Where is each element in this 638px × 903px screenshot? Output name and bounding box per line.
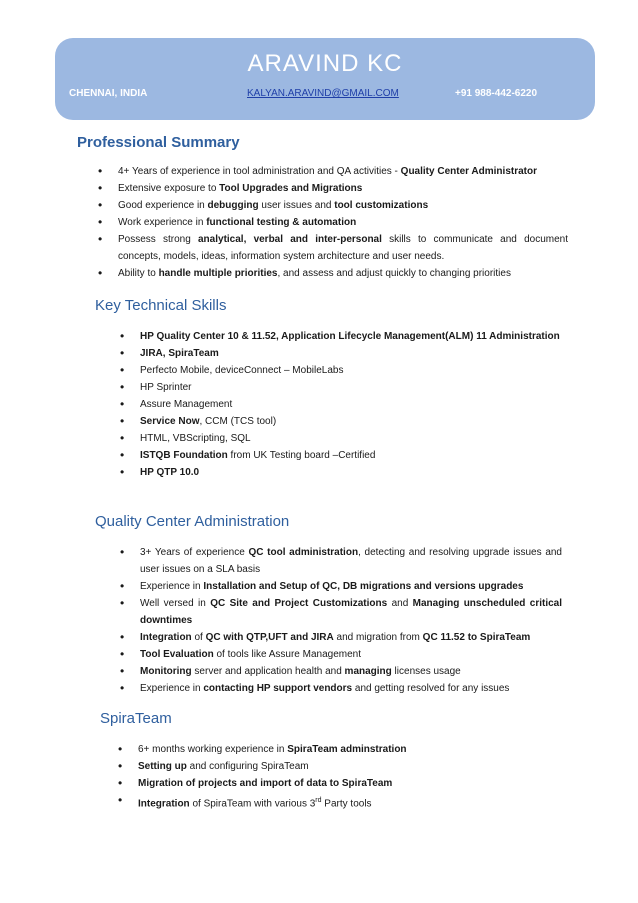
list-item: • Experience in Installation and Setup of QC, DB migrations and versions upgrades	[116, 578, 562, 595]
list-item: • ISTQB Foundation from UK Testing board –Certified	[116, 447, 562, 464]
location: CHENNAI, INDIA	[69, 88, 148, 99]
list-item: • 3+ Years of experience QC tool administration, detecting and resolving upgrade issues and user issues on a SLA basis	[116, 544, 562, 578]
list-item: • Well versed in QC Site and Project Customizations and Managing unscheduled critical downtimes	[116, 595, 562, 629]
list-item: • Perfecto Mobile, deviceConnect – MobileLabs	[116, 362, 562, 379]
section-title-spirateam: SpiraTeam	[100, 710, 172, 727]
list-item: • Work experience in functional testing & automation	[94, 214, 568, 231]
resume-header	[55, 38, 595, 120]
skills-list	[116, 328, 562, 481]
list-item: • Integration of QC with QTP,UFT and JIRA and migration from QC 11.52 to SpiraTeam	[116, 629, 562, 646]
summary-list	[94, 163, 568, 282]
list-item: • HTML, VBScripting, SQL	[116, 430, 562, 447]
list-item: • Ability to handle multiple priorities, and assess and adjust quickly to changing priorities	[94, 265, 568, 282]
section-title-qc: Quality Center Administration	[95, 513, 290, 530]
list-item: • 6+ months working experience in SpiraTeam adminstration	[114, 741, 560, 758]
candidate-name: ARAVIND KC	[247, 50, 403, 77]
phone-number: +91 988-442-6220	[455, 88, 538, 99]
list-item: • Possess strong analytical, verbal and inter-personal skills to communicate and document concepts, models, ideas, information system architecture and user needs.	[94, 231, 568, 265]
list-item: • 4+ Years of experience in tool administration and QA activities - Quality Center Administrator	[94, 163, 568, 180]
list-item: • Monitoring server and application health and managing licenses usage	[116, 663, 562, 680]
list-item: • Setting up and configuring SpiraTeam	[114, 758, 560, 775]
list-item: • Tool Evaluation of tools like Assure Management	[116, 646, 562, 663]
list-item: • Integration of SpiraTeam with various 3rd Party tools	[114, 792, 560, 812]
list-item: • HP Quality Center 10 & 11.52, Application Lifecycle Management(ALM) 11 Administration	[116, 328, 562, 345]
list-item: • Experience in contacting HP support vendors and getting resolved for any issues	[116, 680, 562, 697]
list-item: • Migration of projects and import of data to SpiraTeam	[114, 775, 560, 792]
list-item: • Assure Management	[116, 396, 562, 413]
qc-list	[116, 544, 562, 697]
list-item: • JIRA, SpiraTeam	[116, 345, 562, 362]
list-item: • Extensive exposure to Tool Upgrades and Migrations	[94, 180, 568, 197]
list-item: • Good experience in debugging user issues and tool customizations	[94, 197, 568, 214]
spirateam-list	[114, 741, 560, 812]
list-item: • HP Sprinter	[116, 379, 562, 396]
section-title-summary: Professional Summary	[77, 134, 240, 151]
email-link[interactable]: KALYAN.ARAVIND@GMAIL.COM	[247, 88, 399, 99]
list-item: • HP QTP 10.0	[116, 464, 562, 481]
list-item: • Service Now, CCM (TCS tool)	[116, 413, 562, 430]
section-title-skills: Key Technical Skills	[95, 297, 227, 314]
